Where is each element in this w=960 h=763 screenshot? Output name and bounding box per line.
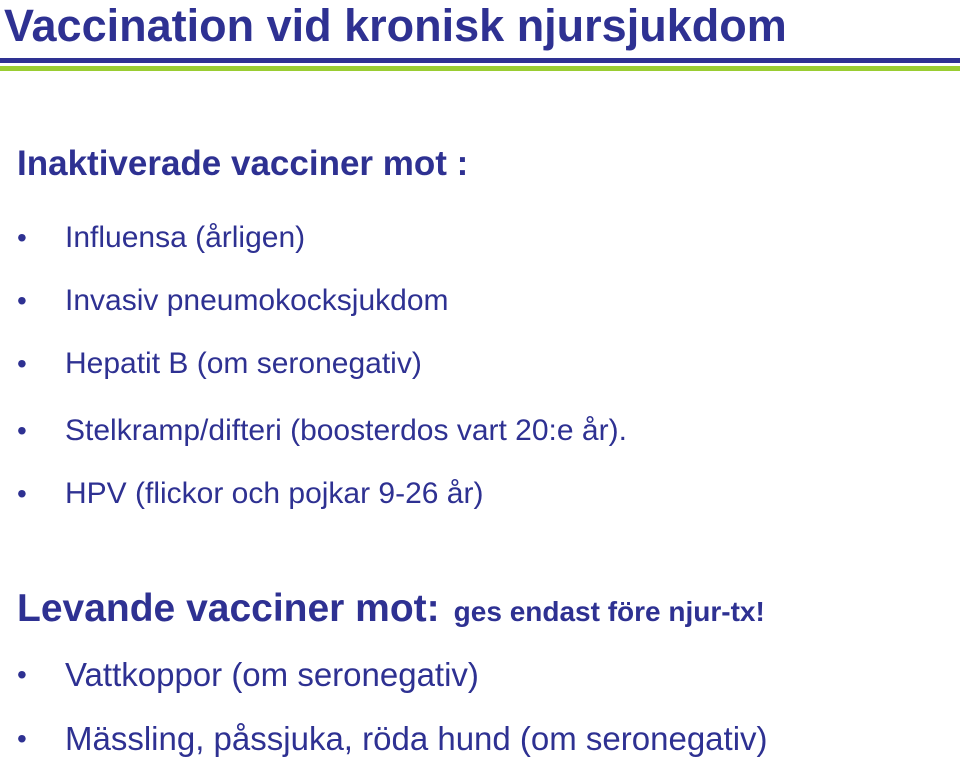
list-item-text: Influensa (årligen) bbox=[65, 221, 306, 254]
title-rule-green bbox=[0, 66, 960, 71]
slide-title: Vaccination vid kronisk njursjukdom bbox=[4, 0, 787, 51]
bullet-icon: • bbox=[17, 222, 27, 253]
live-vaccines-note: ges endast före njur-tx! bbox=[453, 596, 765, 627]
title-rule-blue bbox=[0, 58, 960, 63]
list-item-text: Mässling, påssjuka, röda hund (om seronegativ) bbox=[65, 720, 768, 757]
bullet-icon: • bbox=[17, 478, 27, 509]
inactivated-vaccines-heading: Inaktiverade vacciner mot : bbox=[17, 144, 469, 183]
bullet-icon: • bbox=[17, 723, 27, 754]
live-vaccines-heading bbox=[17, 585, 765, 636]
bullet-icon: • bbox=[17, 348, 27, 379]
list-item-text: Invasiv pneumokocksjukdom bbox=[65, 284, 449, 317]
list-item-text: Stelkramp/difteri (boosterdos vart 20:e år). bbox=[65, 414, 627, 447]
list-item-text: Vattkoppor (om seronegativ) bbox=[65, 656, 479, 693]
list-item-text: HPV (flickor och pojkar 9-26 år) bbox=[65, 477, 484, 510]
bullet-icon: • bbox=[17, 659, 27, 690]
live-vaccines-heading-text: Levande vacciner mot: bbox=[17, 587, 440, 630]
bullet-icon: • bbox=[17, 415, 27, 446]
list-item-text: Hepatit B (om seronegativ) bbox=[65, 347, 422, 380]
bullet-icon: • bbox=[17, 285, 27, 316]
